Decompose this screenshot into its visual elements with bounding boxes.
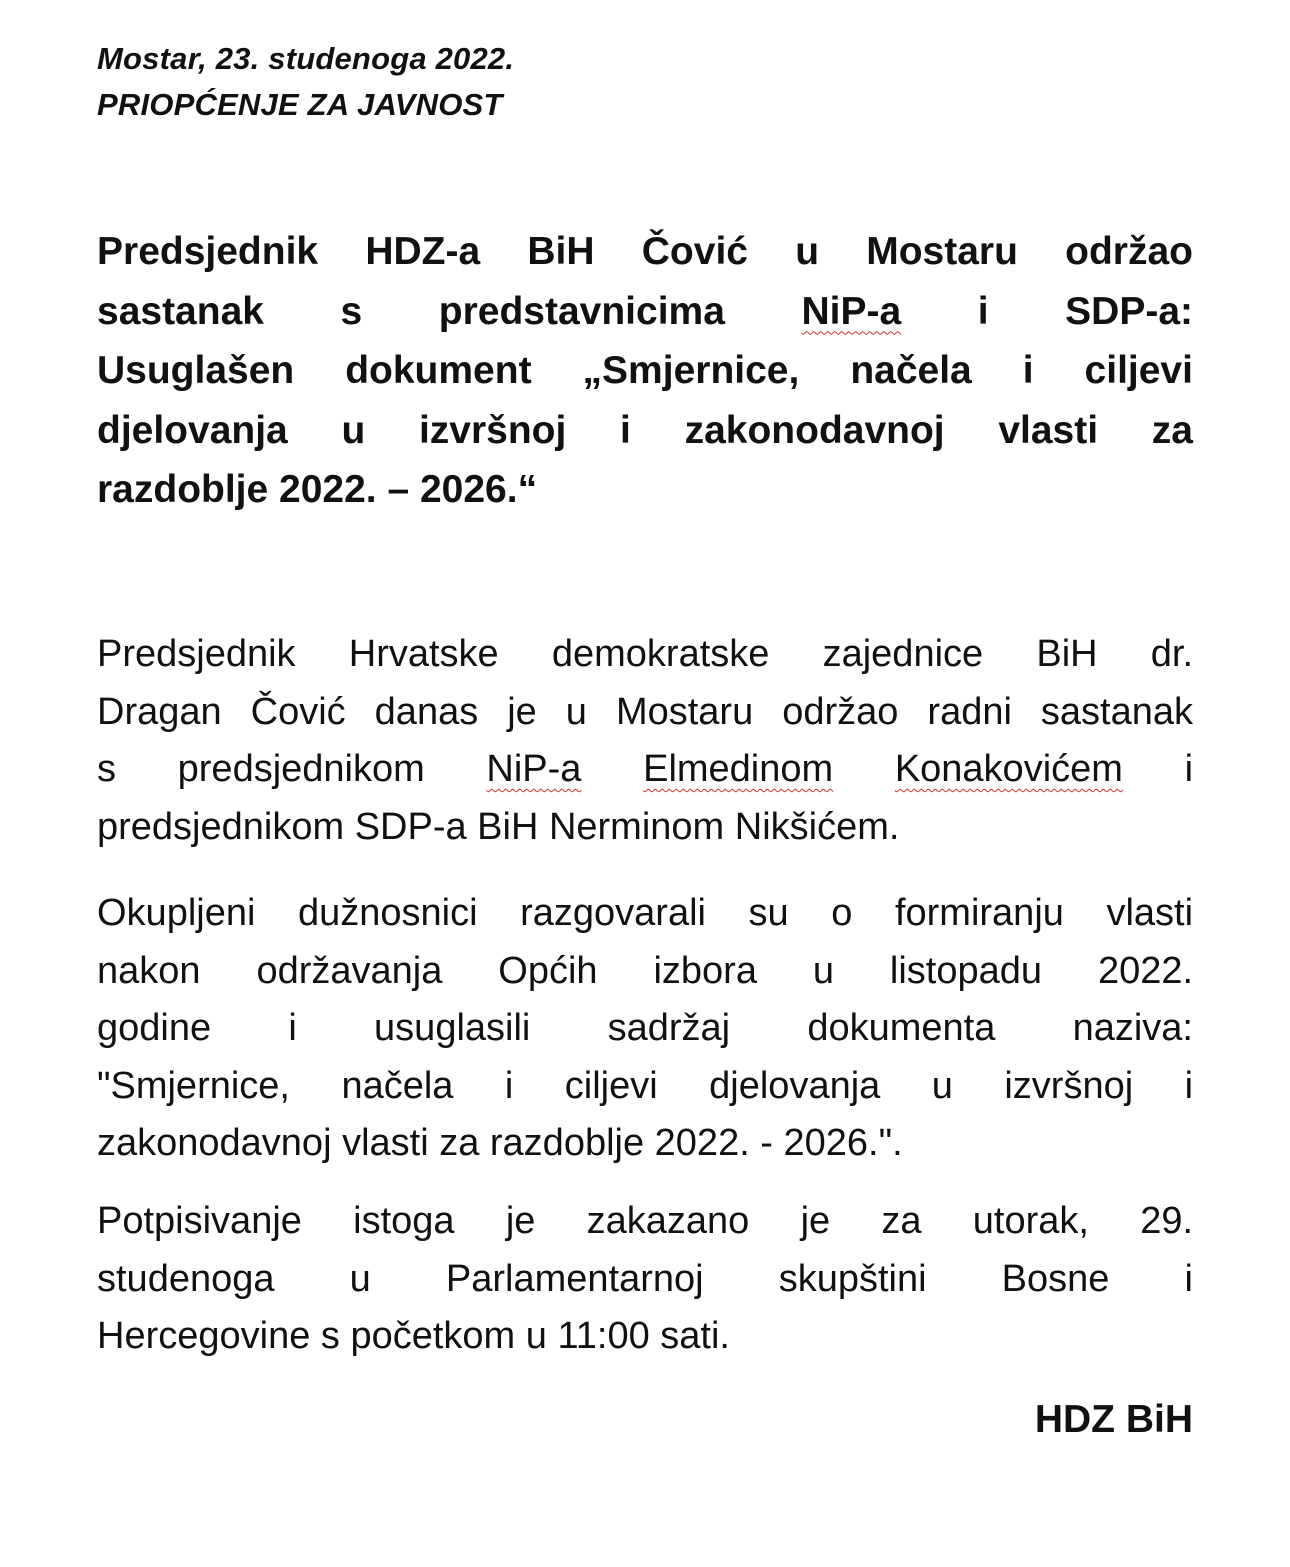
word: vlasti: [1106, 892, 1194, 934]
word: održao: [782, 690, 899, 733]
text-line: [97, 282, 1193, 342]
word: 29.: [1140, 1200, 1194, 1242]
word: načela: [341, 1064, 454, 1107]
word: godine: [97, 1007, 212, 1049]
text-line: [97, 1115, 1193, 1173]
word: dužnosnici: [297, 892, 478, 934]
word: utorak,: [972, 1200, 1089, 1242]
word: u: [931, 1064, 953, 1107]
word: Mostaru: [866, 230, 1018, 273]
word: Mostaru: [615, 690, 754, 733]
word: Dragan: [97, 690, 222, 733]
text-line: [97, 626, 1193, 684]
word: Hercegovine s početkom u 11:00 sati.: [97, 1315, 730, 1357]
word: razdoblje 2022. – 2026.“: [97, 468, 538, 511]
text-line: [97, 1251, 1193, 1309]
word: Potpisivanje: [97, 1200, 302, 1242]
word: "Smjernice,: [97, 1064, 290, 1107]
word: nakon: [97, 949, 201, 992]
word: radni: [927, 690, 1012, 733]
word: je: [507, 690, 537, 733]
word: i: [504, 1064, 514, 1107]
word: listopadu: [889, 949, 1043, 992]
word: sastanak: [1040, 690, 1194, 733]
word: BiH: [1036, 633, 1098, 675]
word: „Smjernice,: [582, 349, 800, 392]
word: dokumenta: [807, 1007, 996, 1049]
text-line: [97, 341, 1193, 401]
word: formiranju: [894, 892, 1064, 934]
word: zakonodavnoj vlasti za razdoblje 2022. - 2026.".: [97, 1122, 903, 1164]
word: Okupljeni: [97, 892, 256, 934]
word: načela: [850, 349, 972, 392]
document-type: PRIOPĆENJE ZA JAVNOST: [97, 87, 503, 122]
text-line: [97, 943, 1193, 1001]
word: Bosne: [1001, 1257, 1110, 1300]
word: dr.: [1150, 633, 1194, 675]
word: u: [341, 408, 366, 452]
text-line: [97, 885, 1193, 943]
word: s: [340, 289, 363, 333]
word: i: [977, 289, 989, 333]
spellcheck-flagged-word: NiP-a: [486, 748, 582, 790]
word: zakazano: [586, 1200, 750, 1242]
word: Predsjednik: [97, 633, 296, 675]
spellcheck-flagged-word: Konakovićem: [894, 748, 1123, 790]
word: Predsjednik: [97, 230, 319, 273]
word: sastanak: [97, 289, 264, 333]
word: ciljevi: [1084, 349, 1193, 392]
word: ciljevi: [564, 1064, 658, 1107]
word: Usuglašen: [97, 349, 295, 392]
word: istoga: [353, 1200, 455, 1242]
word: održavanja: [256, 949, 443, 992]
text-line: [97, 1308, 1193, 1366]
paragraph-meeting: [97, 626, 1193, 856]
word: o: [831, 892, 853, 934]
word: Hrvatske: [348, 633, 499, 675]
word: Parlamentarnoj: [445, 1257, 704, 1300]
word: djelovanja: [709, 1064, 881, 1107]
word: zajednice: [822, 633, 984, 675]
text-line: [97, 401, 1193, 461]
word: skupštini: [778, 1257, 927, 1300]
word: izvršnoj: [418, 408, 567, 452]
word: predstavnicima: [438, 289, 725, 333]
word: HDZ-a: [365, 230, 481, 273]
word: i: [288, 1007, 297, 1049]
signature: HDZ BiH: [1034, 1398, 1193, 1441]
word: je: [800, 1200, 831, 1242]
spellcheck-flagged-word: Elmedinom: [643, 748, 834, 790]
text-line: [97, 222, 1193, 282]
word: naziva:: [1072, 1007, 1193, 1049]
word: u: [795, 230, 820, 273]
word: predsjednikom: [177, 748, 425, 790]
word: BiH: [527, 230, 595, 273]
word: demokratske: [551, 633, 770, 675]
word: je: [505, 1200, 536, 1242]
text-line: [97, 1058, 1193, 1116]
text-line: [97, 1193, 1193, 1251]
word: i: [1022, 349, 1034, 392]
word: zakonodavnoj: [684, 408, 945, 452]
word: vlasti: [998, 408, 1099, 452]
word: s: [97, 748, 116, 790]
word: i: [1184, 1064, 1194, 1107]
spellcheck-flagged-word: NiP-a: [801, 289, 902, 333]
press-release-title: [97, 222, 1193, 520]
word: SDP-a:: [1065, 289, 1193, 333]
word: u: [349, 1257, 371, 1300]
text-line: [97, 460, 1193, 520]
word: u: [812, 949, 834, 992]
word: za: [881, 1200, 922, 1242]
word: Čović: [641, 230, 748, 273]
word: i: [1184, 748, 1194, 790]
word: izbora: [653, 949, 757, 992]
text-line: [97, 1000, 1193, 1058]
word: predsjednikom SDP-a BiH Nerminom Nikšićem.: [97, 805, 900, 848]
word: Čović: [250, 690, 346, 733]
word: razgovarali: [520, 892, 706, 934]
word: dokument: [345, 349, 532, 392]
word: 2022.: [1097, 949, 1194, 992]
word: su: [748, 892, 789, 934]
text-line: [97, 799, 1193, 857]
word: i: [620, 408, 631, 452]
word: Općih: [498, 949, 598, 992]
word: i: [1184, 1257, 1193, 1300]
word: usuglasili: [374, 1007, 531, 1049]
word: danas: [374, 690, 479, 733]
place-date: Mostar, 23. studenoga 2022.: [97, 41, 515, 76]
word: u: [565, 690, 587, 733]
text-line: [97, 741, 1193, 799]
paragraph-signing: [97, 1193, 1193, 1366]
word: održao: [1065, 230, 1193, 273]
word: studenoga: [97, 1257, 275, 1300]
paragraph-discussion: [97, 885, 1193, 1173]
word: sadržaj: [607, 1007, 731, 1049]
text-line: [97, 684, 1193, 742]
word: izvršnoj: [1004, 1064, 1134, 1107]
word: djelovanja: [97, 408, 288, 452]
word: za: [1151, 408, 1193, 452]
document-header: [97, 36, 514, 128]
